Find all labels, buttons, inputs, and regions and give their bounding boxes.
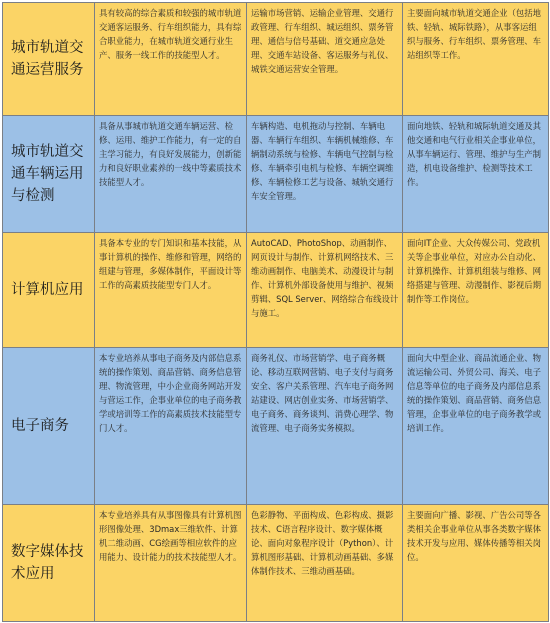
job-direction: 面向大中型企业、商品流通企业、物流运输公司、外贸公司、海关、电子信息等单位的电子商务及内部信息系统的操作策划、商品营销、商务信息管理，企事业单位的电子商务教学或培训工作。 xyxy=(403,348,549,505)
job-direction: 主要面向广播、影视、广告公司等各类相关企事业单位从事各类数字媒体技术开发与应用、媒体传播等相关岗位。 xyxy=(403,505,549,622)
major-table xyxy=(2,2,549,622)
table-row xyxy=(3,505,549,622)
core-courses: 运输市场营销、运输企业管理、交通行政管理、行车组织、城运组织、票务管理、通信与信号基础、道交通应急处理、交通车站设备、客运服务与礼仪、城铁交通运营安全管理。 xyxy=(247,3,403,116)
major-name: 数字媒体技术应用 xyxy=(3,505,95,622)
table-row xyxy=(3,233,549,348)
training-goal: 具备本专业的专门知识和基本技能，从事计算机的操作、维修和管理，网络的组建与管理，多媒体制作，平面设计等工作的高素质技能型专门人才。 xyxy=(95,233,247,348)
core-courses: 商务礼仪、市场营销学、电子商务概论、移动互联网营销、电子支付与商务安全、客户关系管理、汽车电子商务网站建设、网店创业实务、市场营销学、电子商务、商务谈判、消费心理学、物流管理、电子商务实务模拟。 xyxy=(247,348,403,505)
core-courses: AutoCAD、PhotoShop、动画制作、网页设计与制作、计算机网络技术、三维动画制作、电脑美术、动漫设计与制作、计算机外部设备使用与维护、视频剪辑、SQL Server、网络综合布线设计与施工。 xyxy=(247,233,403,348)
training-goal: 具有较高的综合素质和较强的城市轨道交通客运服务、行车组织能力，具有综合职业能力，在城市轨道交通行业生产、服务一线工作的技能型人才。 xyxy=(95,3,247,116)
core-courses: 色彩静物、平面构成、色彩构成、摄影技术、C语言程序设计、数字媒体概论、面向对象程序设计（Python）、计算机图形基础、计算机动画基础、多媒体制作技术、三维动画基础。 xyxy=(247,505,403,622)
training-goal: 具备从事城市轨道交通车辆运营、检修、运用、维护工作能力，有一定的自主学习能力，有良好发展能力，创新能力和良好职业素养的一线中等素质技术技能型人才。 xyxy=(95,116,247,233)
table-row xyxy=(3,348,549,505)
major-name: 城市轨道交通运营服务 xyxy=(3,3,95,116)
core-courses: 车辆构造、电机拖动与控制、车辆电器、车辆行车组织、车辆机械维修、车辆制动系统与检修、车辆电气控制与检修、车辆牵引电机与检修、车辆空调维修、车辆检修工艺与设备、城轨交通行车安全管理。 xyxy=(247,116,403,233)
job-direction: 主要面向城市轨道交通企业（包括地铁、轻轨、城际铁路），从事客运组织与服务、行车组织、票务管理、车站组织等工作。 xyxy=(403,3,549,116)
job-direction: 面向IT企业、大众传媒公司、党政机关等企事业单位，对应办公自动化、计算机操作、计算机组装与维修、网络搭建与管理、动漫制作、影视后期制作等工作岗位。 xyxy=(403,233,549,348)
major-name: 计算机应用 xyxy=(3,233,95,348)
major-name: 电子商务 xyxy=(3,348,95,505)
job-direction: 面向地铁、轻轨和城际轨道交通及其他交通和电气行业相关企事业单位，从事车辆运行、管理、维护与生产制造，机电设备维护、检测等技术工作。 xyxy=(403,116,549,233)
major-name: 城市轨道交通车辆运用与检测 xyxy=(3,116,95,233)
table-row xyxy=(3,116,549,233)
training-goal: 本专业培养具有从事图像具有计算机图形图像处理、3Dmax三维软件、计算机二维动画、CG绘画等相应软件的应用能力、设计能力的技术技能型人才。 xyxy=(95,505,247,622)
table-row xyxy=(3,3,549,116)
training-goal: 本专业培养从事电子商务及内部信息系统的操作策划、商品营销、商务信息管理、物流管理，中小企业商务网站开发与营运工作，企事业单位的电子商务教学或培训等工作的高素质技术技能型专门人才。 xyxy=(95,348,247,505)
